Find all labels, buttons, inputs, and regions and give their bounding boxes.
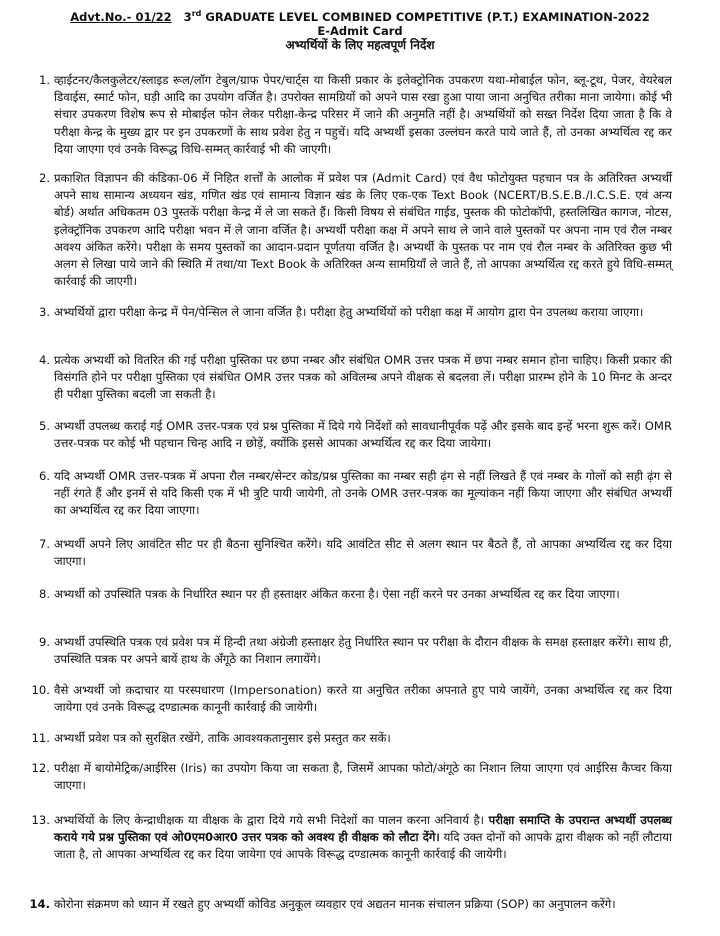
instruction-number: 14. <box>29 897 50 911</box>
instruction-text-emphasis: कोरोना संक्रमण को ध्यान में रखते हुए अभ्यर्थी कोविड अनुकूल व्यवहार एवं अद्यतन मानक संचालन प्रक्रिया (SOP) का अनुपालन करेंगे। <box>54 897 616 911</box>
instruction-number: 11. <box>31 731 50 745</box>
instruction-text: वैसे अभ्यर्थी जो कदाचार या परस्पधारण (Impersonation) करते या अनुचित तरीका अपनाते हुए पाये जायेंगे, उनका अभ्यर्थित्व रद्द कर दिया जायेगा एवं उनके विरूद्ध दण्डात्मक कानूनी कार्रवाई की जायेगी। <box>54 683 672 715</box>
instruction-item <box>26 418 672 452</box>
instruction-item <box>26 304 672 321</box>
exam-ordinal: 3 <box>183 9 192 24</box>
instruction-number: 7. <box>38 537 50 551</box>
instruction-number: 6. <box>38 469 50 483</box>
instruction-text: अभ्यर्थी को उपस्थिति पत्रक के निर्धारित स्थान पर ही हस्ताक्षर अंकित करना है। ऐसा नहीं करने पर उनका अभ्यर्थित्व रद्द कर दिया जाएगा। <box>54 587 620 601</box>
instruction-item <box>26 682 672 716</box>
instruction-number: 9. <box>38 635 50 649</box>
instruction-number: 4. <box>38 353 50 367</box>
instruction-item <box>26 72 672 158</box>
instruction-number: 1. <box>38 73 50 87</box>
instruction-item <box>26 634 672 668</box>
instruction-text: अभ्यर्थी उपलब्ध कराई गई OMR उत्तर-पत्रक एवं प्रश्न पुस्तिका में दिये गये निर्देशों को सावधानीपूर्वक पढ़ें और इसके बाद इन्हें भरना शुरू करें। OMR उत्तर-पत्रक पर कोई भी पहचान चिन्ह आदि न छोड़ें, क्योंकि इससे आपका अभ्यर्थित्व रद्द कर दिया जायेगा। <box>54 419 672 451</box>
instruction-number: 3. <box>38 305 50 319</box>
instruction-number: 8. <box>38 587 50 601</box>
advt-number: Advt.No.- 01/22 <box>70 9 172 24</box>
instruction-text: प्रकाशित विज्ञापन की कंडिका-06 में निहित शर्त्तों के आलोक में प्रवेश पत्र (Admit Card) एवं वैध फोटोयुक्त पहचान पत्र के अतिरिक्त अभ्यर्थी अपने साथ सामान्य अध्ययन खंड, गणित खंड एवं सामान्य विज्ञान खंड के लिए एक-एक Text Book (NCERT/B.S.E.B./I.C.S.E. एवं अन्य बोर्ड) अर्थात अधिकतम 03 पुस्तकें परीक्षा केन्द्र में ले जा सकते हैं। किसी विषय से संबंधित गाईड, पुस्तक की फोटोकॉपी, हस्तलिखित कागज, नोटस, इलेक्ट्रॉनिक उपकरण आदि परीक्षा भवन में ले जाना वर्जित है। अभ्यर्थी परीक्षा कक्ष में अपने साथ ले जाने वाले पुस्तकों पर अपना नाम एवं रौल नम्बर अवश्य अंकित करेंगे। परीक्षा के समय पुस्तकों का आदान-प्रदान पूर्णतया वर्जित है। अभ्यर्थी के पुस्तक पर नाम एवं रौल नम्बर के अतिरिक्त कुछ भी अलग से लिखा पाये जाने की स्थिति में तथा/या Text Book के अतिरिक्त अन्य सामग्रियाँ ले जाते हैं, तो आपका अभ्यर्थित्व रद्द करते हुये विधि-सम्मत् कार्रवाई की जाएगी। <box>54 171 672 289</box>
instruction-item <box>26 468 672 520</box>
instruction-item <box>26 730 672 747</box>
instruction-text <box>54 812 672 864</box>
exam-ordinal-suffix: rd <box>191 9 202 18</box>
card-title: E-Admit Card <box>317 23 403 38</box>
instruction-item <box>26 352 672 404</box>
instruction-text-part: अभ्यर्थियों के लिए केन्द्राधीक्षक या वीक्षक के द्वारा दिये गये सभी निदेशों का पालन करना अनिवार्य है। <box>54 813 489 827</box>
instruction-item <box>26 586 672 603</box>
instructions-subtitle: अभ्यर्थियों के लिए महत्वपूर्ण निर्देश <box>285 37 435 52</box>
instruction-item <box>26 536 672 570</box>
header-line-1 <box>0 7 720 24</box>
instruction-number: 2. <box>38 171 50 185</box>
instruction-number: 10. <box>31 683 50 697</box>
instruction-text: यदि अभ्यर्थी OMR उत्तर-पत्रक में अपना रौल नम्बर/सेन्टर कोड/प्रश्न पुस्तिका का नम्बर सही ढ़ंग से नहीं लिखते हैं एवं नम्बर के गोलों को सही ढ़ंग से नहीं रंगते हैं और इनमें से यदि किसी एक में भी त्रुटि पायी जायेगी, तो उनके OMR उत्तर-पत्रक का मूल्यांकन नहीं किया जाएगा और संबंधित अभ्यर्थी का अभ्यर्थित्व रद्द कर दिया जाएगा। <box>54 469 672 518</box>
instruction-text: प्रत्येक अभ्यर्थी को वितरित की गई परीक्षा पुस्तिका पर छपा नम्बर और संबंधित OMR उत्तर पत्रक में छपा नम्बर समान होना चाहिए। किसी प्रकार की विसंगति होने पर परीक्षा पुस्तिका एवं संबंधित OMR उत्तर पत्रक को अविलम्ब अपने वीक्षक से बदलवा लें। परीक्षा प्रारम्भ होने के 10 मिनट के अन्दर ही परीक्षा पुस्तिका बदली जा सकती है। <box>54 353 672 402</box>
instruction-text: अभ्यर्थियों द्वारा परीक्षा केन्द्र में पेन/पेन्सिल ले जाना वर्जित है। परीक्षा हेतु अभ्यर्थियों को परीक्षा कक्ष में आयोग द्वारा पेन उपलब्ध कराया जाएगा। <box>54 305 644 319</box>
instruction-item <box>26 170 672 290</box>
instruction-item <box>26 760 672 794</box>
instruction-text: व्हाईटनर/कैलकुलेटर/स्लाइड रूल/लॉग टेबुल/ग्राफ पेपर/चार्ट्स या किसी प्रकार के इलेक्ट्रोनिक उपकरण यथा-मोबाईल फोन, ब्लू-टूथ, पेजर, वेयरेबल डिवाईस, स्मार्ट फोन, घड़ी आदि का उपयोग वर्जित है। उपरोक्त सामग्रियों को अपने पास रखा हुआ पाया जाना अनुचित तरीका माना जायेगा। कोई भी संचार उपकरण विशेष रूप से मोबाईल फोन लेकर परीक्षा-केन्द्र परिसर में जाने की अनुमति नहीं है। अभ्यर्थियों को सख्त निर्देश दिया जाता है कि वे परीक्षा केन्द्र के मुख्य द्वार पर इन उपकरणों के साथ प्रवेश हेतु न पहुचें। यदि अभ्यर्थी इसका उल्लंघन करते पाये जाते हैं, तो उनका अभ्यर्थित्व रद्द कर दिया जाएगा एवं उनके विरूद्ध विधि-सम्मत् कार्रवाई भी की जाएगी। <box>54 73 672 156</box>
instruction-text: अभ्यर्थी प्रवेश पत्र को सुरक्षित रखेंगे, ताकि आवश्यकतानुसार इसे प्रस्तुत कर सकें। <box>54 731 391 745</box>
instruction-text-part: यदि उक्त दोनों को आपके द्वारा वीक्षक को नहीं लौटाया जाता है, तो आपका अभ्यर्थित्व रद्द कर दिया जायेगा एवं आपके विरूद्ध दण्डात्मक कानूनी कार्रवाई की जायेगी। <box>54 830 672 862</box>
instruction-number: 12. <box>31 761 50 775</box>
instruction-number: 13. <box>31 813 50 827</box>
instruction-text: अभ्यर्थी उपस्थिति पत्रक एवं प्रवेश पत्र में हिन्दी तथा अंग्रेजी हस्ताक्षर हेतु निर्धारित स्थान पर परीक्षा के दौरान वीक्षक के समक्ष हस्ताक्षर करेंगे। साथ ही, उपस्थिति पत्रक पर अपने बायें हाथ के अँगूठे का निशान लगायेंगे। <box>54 635 672 667</box>
instruction-text-emphasis: परीक्षा समाप्ति के उपरान्त अभ्यर्थी उपलब्ध कराये गये प्रश्न पुस्तिका एवं ओ0एम0आर0 उत्तर पत्रक को अवश्य ही वीक्षक को लौटा देंगे। <box>54 813 673 845</box>
instruction-text: परीक्षा में बायोमेट्रिक/आईरिस (Iris) का उपयोग किया जा सकता है, जिसमें आपका फोटो/अंगूठे का निशान लिया जाएगा एवं आईरिस कैप्चर किया जाएगा। <box>54 761 672 793</box>
document-header <box>0 7 720 52</box>
instruction-item <box>26 896 672 913</box>
instruction-number: 5. <box>38 419 50 433</box>
exam-title: GRADUATE LEVEL COMBINED COMPETITIVE (P.T.) EXAMINATION-2022 <box>205 9 650 24</box>
instruction-text: अभ्यर्थी अपने लिए आवंटित सीट पर ही बैठना सुनिश्चित करेंगे। यदि आवंटित सीट से अलग स्थान पर बैठते हैं, तो आपका अभ्यर्थित्व रद्द कर दिया जाएगा। <box>54 537 672 569</box>
instruction-item <box>26 812 672 864</box>
